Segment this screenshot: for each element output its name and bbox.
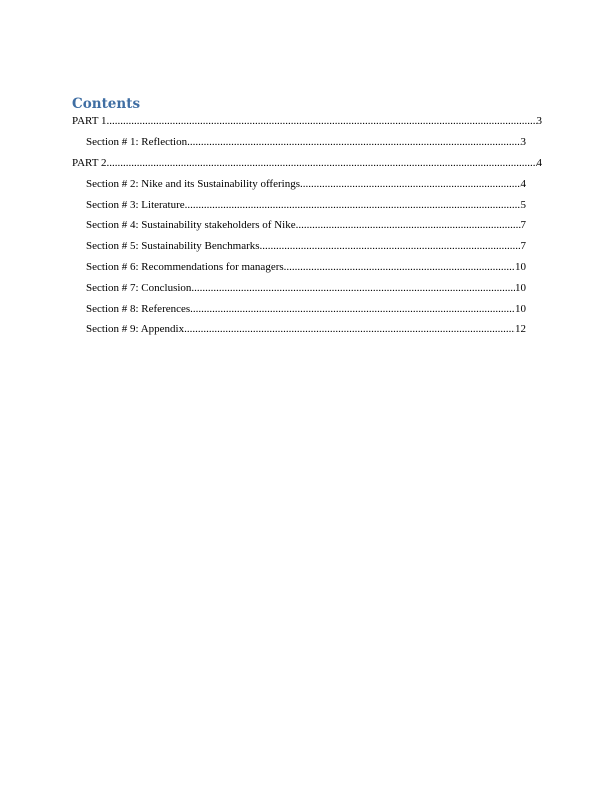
toc-dot-leader xyxy=(187,135,520,150)
toc-entry-section-9[interactable] xyxy=(86,322,526,343)
toc-entry-part-1[interactable] xyxy=(72,114,542,135)
toc-page-number: 7 xyxy=(520,240,526,253)
toc-entry-part-2[interactable] xyxy=(72,156,542,177)
toc-page-number: 10 xyxy=(515,281,526,294)
toc-entry-section-6[interactable] xyxy=(86,260,526,281)
toc-entry-text: Section # 6: Recommendations for managers xyxy=(86,260,284,273)
toc-page-number: 4 xyxy=(536,156,542,169)
toc-page-number: 4 xyxy=(520,177,526,190)
toc-entry-section-4[interactable] xyxy=(86,218,526,239)
toc-entry-text: Section # 2: Nike and its Sustainability offerings xyxy=(86,177,300,190)
toc-dot-leader xyxy=(284,260,515,275)
toc-entry-section-8[interactable] xyxy=(86,302,526,323)
toc-dot-leader xyxy=(191,281,515,296)
toc-dot-leader xyxy=(300,177,521,192)
toc-dot-leader xyxy=(107,156,537,171)
toc-entry-text: Section # 1: Reflection xyxy=(86,136,188,148)
toc-entry-section-2[interactable] xyxy=(86,177,526,198)
toc-dot-leader xyxy=(190,302,515,317)
toc-dot-leader xyxy=(185,198,521,213)
toc-dot-leader xyxy=(184,322,515,337)
toc-entry-text: Section # 7: Conclusion xyxy=(86,281,192,294)
toc-page-number: 5 xyxy=(520,198,526,211)
toc-entry-section-1[interactable] xyxy=(86,135,526,156)
toc-page-number: 12 xyxy=(515,323,526,336)
table-of-contents xyxy=(72,94,542,343)
toc-entry-text: Section # 9: Appendix xyxy=(86,323,185,336)
toc-dot-leader xyxy=(296,218,521,233)
toc-entry-text: PART 2 xyxy=(72,156,107,169)
toc-heading: Contents xyxy=(72,96,141,112)
toc-page-number: 3 xyxy=(520,136,526,148)
toc-page-number: 7 xyxy=(520,219,526,232)
toc-entry-section-7[interactable] xyxy=(86,281,526,302)
toc-entry-text: Section # 8: References xyxy=(86,302,191,315)
toc-entry-text: Section # 3: Literature xyxy=(86,198,185,211)
toc-entry-text: PART 1 xyxy=(72,115,107,127)
toc-entry-section-5[interactable] xyxy=(86,239,526,260)
toc-entry-text: Section # 5: Sustainability Benchmarks xyxy=(86,240,260,253)
toc-dot-leader xyxy=(107,114,537,129)
toc-entry-text: Section # 4: Sustainability stakeholders of Nike xyxy=(86,219,296,232)
toc-page-number: 3 xyxy=(536,115,542,127)
toc-dot-leader xyxy=(260,239,521,254)
toc-entry-section-3[interactable] xyxy=(86,198,526,219)
toc-page-number: 10 xyxy=(515,302,526,315)
toc-page-number: 10 xyxy=(515,260,526,273)
